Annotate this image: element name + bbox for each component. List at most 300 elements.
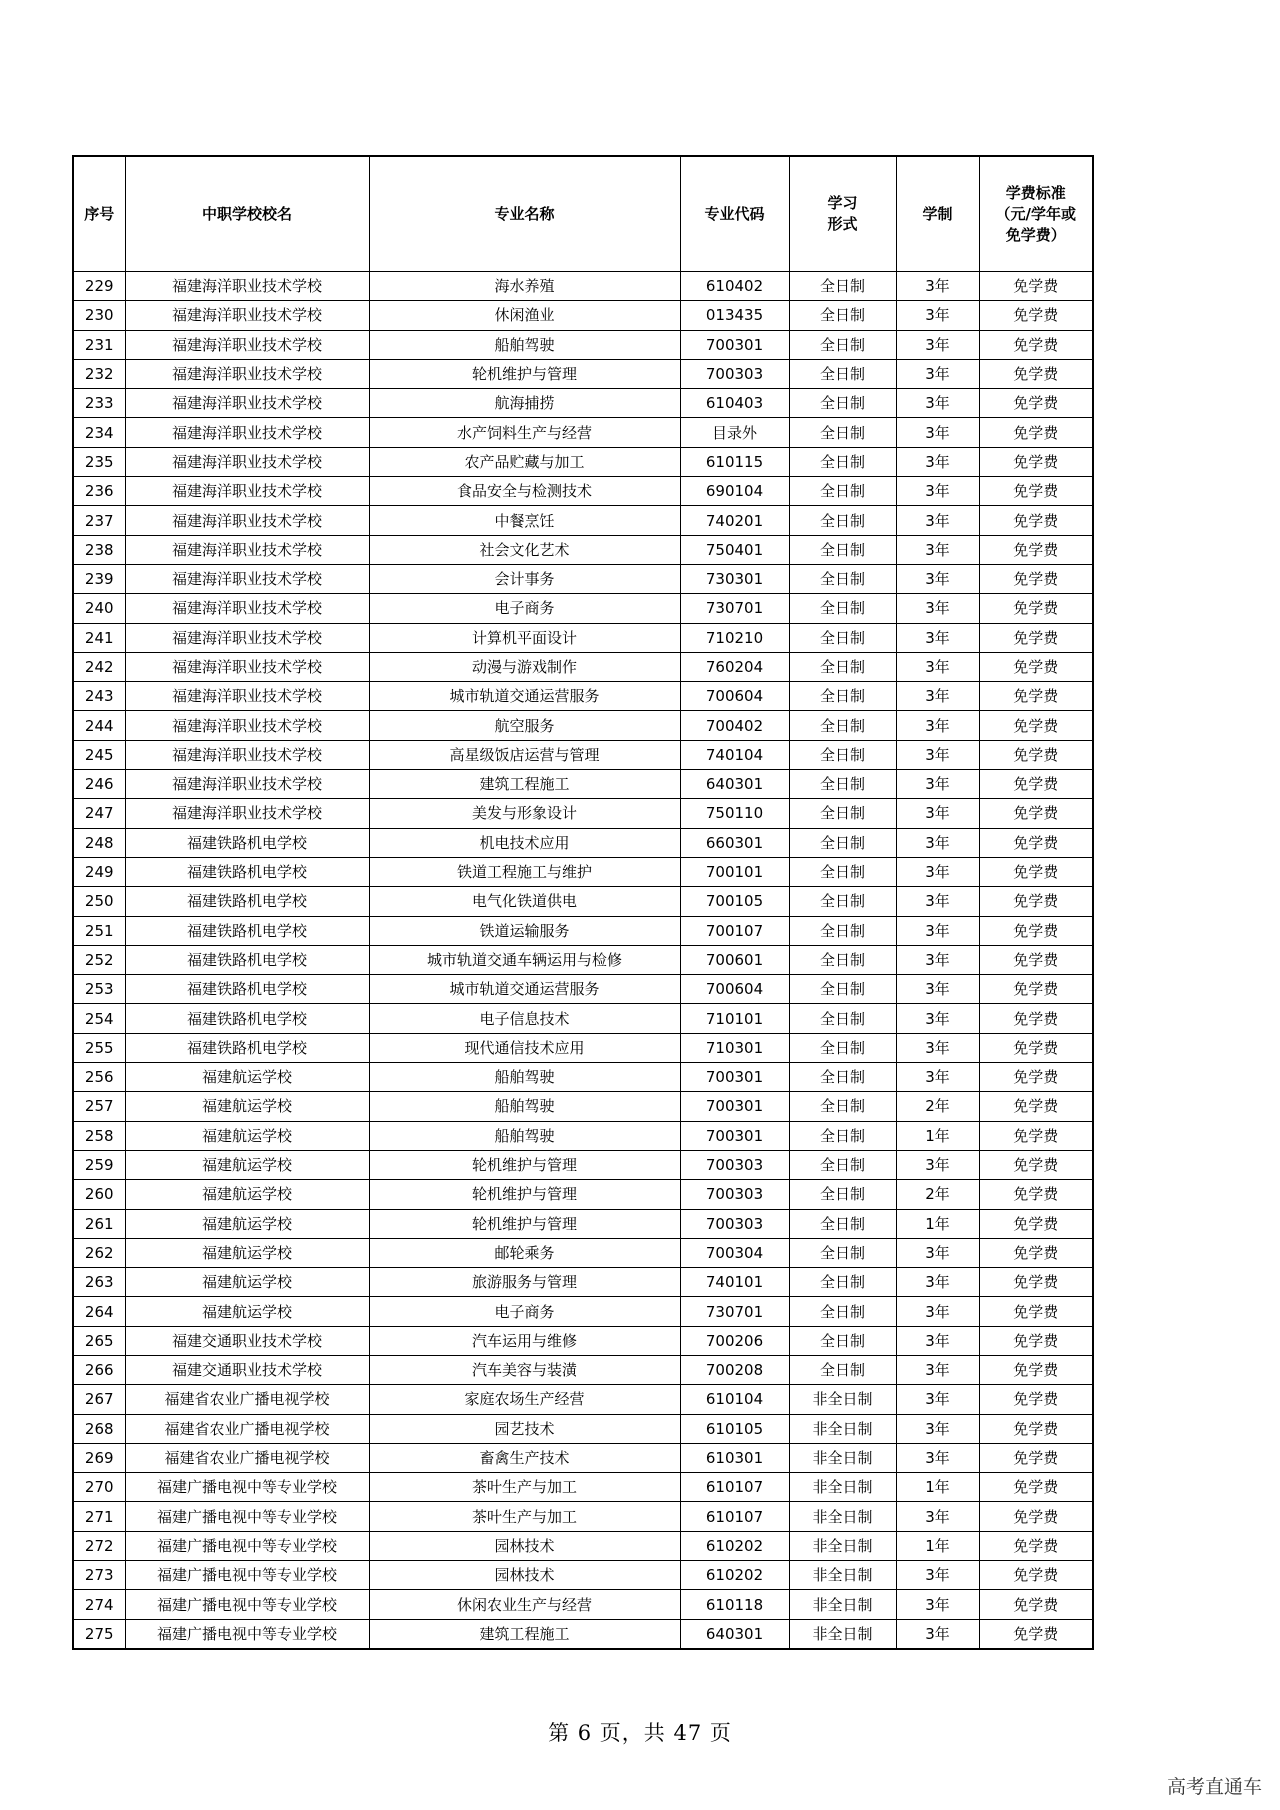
cell-fee: 免学费	[979, 1121, 1093, 1150]
cell-fee: 免学费	[979, 330, 1093, 359]
cell-fee: 免学费	[979, 1268, 1093, 1297]
cell-major: 建筑工程施工	[369, 770, 680, 799]
cell-fee: 免学费	[979, 1531, 1093, 1560]
cell-years: 3年	[896, 1355, 979, 1384]
table-row	[73, 301, 1093, 330]
cell-fee: 免学费	[979, 1209, 1093, 1238]
table-row	[73, 916, 1093, 945]
cell-school: 福建海洋职业技术学校	[125, 535, 369, 564]
cell-seq: 260	[73, 1180, 125, 1209]
cell-years: 3年	[896, 1238, 979, 1267]
table-row	[73, 1004, 1093, 1033]
header-years: 学制	[896, 156, 979, 272]
cell-school: 福建铁路机电学校	[125, 975, 369, 1004]
cell-years: 1年	[896, 1531, 979, 1560]
cell-code: 700303	[680, 1180, 789, 1209]
cell-code: 710210	[680, 623, 789, 652]
table-row	[73, 652, 1093, 681]
table-row	[73, 1443, 1093, 1472]
cell-major: 船舶驾驶	[369, 330, 680, 359]
cell-major: 高星级饭店运营与管理	[369, 740, 680, 769]
cell-code: 700206	[680, 1326, 789, 1355]
cell-fee: 免学费	[979, 1063, 1093, 1092]
cell-major: 邮轮乘务	[369, 1238, 680, 1267]
cell-fee: 免学费	[979, 506, 1093, 535]
cell-years: 3年	[896, 1150, 979, 1179]
cell-years: 3年	[896, 1414, 979, 1443]
header-school: 中职学校校名	[125, 156, 369, 272]
cell-study-form: 全日制	[789, 1326, 896, 1355]
cell-study-form: 全日制	[789, 301, 896, 330]
header-fee-line3: 免学费）	[1005, 225, 1066, 244]
cell-years: 3年	[896, 1268, 979, 1297]
cell-code: 730301	[680, 564, 789, 593]
cell-seq: 261	[73, 1209, 125, 1238]
cell-study-form: 全日制	[789, 418, 896, 447]
cell-seq: 262	[73, 1238, 125, 1267]
cell-seq: 247	[73, 799, 125, 828]
table-header-row	[73, 156, 1093, 272]
cell-fee: 免学费	[979, 272, 1093, 301]
cell-study-form: 全日制	[789, 1180, 896, 1209]
cell-code: 610202	[680, 1531, 789, 1560]
cell-major: 轮机维护与管理	[369, 1150, 680, 1179]
cell-school: 福建航运学校	[125, 1121, 369, 1150]
table-row	[73, 945, 1093, 974]
table-row	[73, 418, 1093, 447]
cell-fee: 免学费	[979, 975, 1093, 1004]
header-fee-line1: 学费标准	[1005, 183, 1066, 202]
cell-fee: 免学费	[979, 711, 1093, 740]
cell-school: 福建海洋职业技术学校	[125, 564, 369, 593]
cell-school: 福建广播电视中等专业学校	[125, 1561, 369, 1590]
table-row	[73, 1033, 1093, 1062]
cell-school: 福建广播电视中等专业学校	[125, 1531, 369, 1560]
cell-years: 3年	[896, 447, 979, 476]
cell-school: 福建海洋职业技术学校	[125, 272, 369, 301]
cell-years: 3年	[896, 1063, 979, 1092]
cell-major: 船舶驾驶	[369, 1121, 680, 1150]
cell-fee: 免学费	[979, 418, 1093, 447]
cell-major: 机电技术应用	[369, 828, 680, 857]
cell-years: 3年	[896, 1561, 979, 1590]
cell-code: 610402	[680, 272, 789, 301]
cell-major: 会计事务	[369, 564, 680, 593]
cell-study-form: 全日制	[789, 623, 896, 652]
cell-school: 福建航运学校	[125, 1209, 369, 1238]
cell-major: 园林技术	[369, 1561, 680, 1590]
cell-fee: 免学费	[979, 887, 1093, 916]
cell-study-form: 全日制	[789, 272, 896, 301]
table-row	[73, 477, 1093, 506]
cell-seq: 230	[73, 301, 125, 330]
cell-school: 福建航运学校	[125, 1150, 369, 1179]
cell-code: 750110	[680, 799, 789, 828]
cell-years: 3年	[896, 799, 979, 828]
cell-school: 福建海洋职业技术学校	[125, 740, 369, 769]
cell-code: 700304	[680, 1238, 789, 1267]
cell-fee: 免学费	[979, 535, 1093, 564]
cell-school: 福建广播电视中等专业学校	[125, 1590, 369, 1619]
cell-seq: 252	[73, 945, 125, 974]
cell-school: 福建海洋职业技术学校	[125, 301, 369, 330]
cell-major: 休闲渔业	[369, 301, 680, 330]
cell-code: 710301	[680, 1033, 789, 1062]
cell-code: 700301	[680, 330, 789, 359]
cell-code: 700301	[680, 1092, 789, 1121]
table-row	[73, 1268, 1093, 1297]
cell-study-form: 全日制	[789, 887, 896, 916]
cell-code: 610104	[680, 1385, 789, 1414]
table-row	[73, 594, 1093, 623]
cell-study-form: 全日制	[789, 1355, 896, 1384]
cell-major: 船舶驾驶	[369, 1092, 680, 1121]
cell-code: 700303	[680, 1209, 789, 1238]
table-row	[73, 1150, 1093, 1179]
cell-years: 3年	[896, 1385, 979, 1414]
table-row	[73, 1092, 1093, 1121]
cell-major: 美发与形象设计	[369, 799, 680, 828]
cell-study-form: 全日制	[789, 1150, 896, 1179]
cell-fee: 免学费	[979, 1150, 1093, 1179]
cell-school: 福建广播电视中等专业学校	[125, 1502, 369, 1531]
cell-years: 3年	[896, 1590, 979, 1619]
cell-code: 700105	[680, 887, 789, 916]
cell-code: 690104	[680, 477, 789, 506]
table-row	[73, 1180, 1093, 1209]
cell-seq: 236	[73, 477, 125, 506]
cell-seq: 268	[73, 1414, 125, 1443]
cell-years: 3年	[896, 1443, 979, 1472]
cell-years: 3年	[896, 389, 979, 418]
cell-seq: 245	[73, 740, 125, 769]
table-row	[73, 1121, 1093, 1150]
cell-school: 福建海洋职业技术学校	[125, 447, 369, 476]
cell-seq: 231	[73, 330, 125, 359]
cell-code: 760204	[680, 652, 789, 681]
cell-seq: 242	[73, 652, 125, 681]
cell-major: 船舶驾驶	[369, 1063, 680, 1092]
cell-code: 610202	[680, 1561, 789, 1590]
cell-school: 福建省农业广播电视学校	[125, 1414, 369, 1443]
cell-school: 福建航运学校	[125, 1238, 369, 1267]
cell-fee: 免学费	[979, 1619, 1093, 1649]
cell-code: 610118	[680, 1590, 789, 1619]
cell-years: 3年	[896, 652, 979, 681]
header-study-form	[789, 156, 896, 272]
cell-school: 福建海洋职业技术学校	[125, 359, 369, 388]
cell-fee: 免学费	[979, 1443, 1093, 1472]
cell-study-form: 全日制	[789, 1092, 896, 1121]
cell-years: 2年	[896, 1180, 979, 1209]
cell-major: 旅游服务与管理	[369, 1268, 680, 1297]
cell-fee: 免学费	[979, 1180, 1093, 1209]
table-row	[73, 1063, 1093, 1092]
cell-school: 福建海洋职业技术学校	[125, 418, 369, 447]
cell-seq: 251	[73, 916, 125, 945]
cell-years: 3年	[896, 857, 979, 886]
cell-code: 700208	[680, 1355, 789, 1384]
cell-fee: 免学费	[979, 359, 1093, 388]
cell-code: 610115	[680, 447, 789, 476]
table-row	[73, 1531, 1093, 1560]
cell-study-form: 全日制	[789, 477, 896, 506]
cell-major: 铁道工程施工与维护	[369, 857, 680, 886]
cell-major: 中餐烹饪	[369, 506, 680, 535]
cell-study-form: 全日制	[789, 711, 896, 740]
cell-major: 航海捕捞	[369, 389, 680, 418]
cell-major: 电子商务	[369, 594, 680, 623]
cell-years: 3年	[896, 272, 979, 301]
cell-years: 1年	[896, 1121, 979, 1150]
cell-years: 3年	[896, 945, 979, 974]
cell-code: 610403	[680, 389, 789, 418]
cell-school: 福建海洋职业技术学校	[125, 477, 369, 506]
cell-seq: 254	[73, 1004, 125, 1033]
cell-major: 畜禽生产技术	[369, 1443, 680, 1472]
table-row	[73, 857, 1093, 886]
cell-study-form: 非全日制	[789, 1590, 896, 1619]
table-row	[73, 711, 1093, 740]
cell-years: 3年	[896, 740, 979, 769]
cell-school: 福建航运学校	[125, 1063, 369, 1092]
header-fee-line2: （元/学年或	[995, 204, 1076, 223]
cell-fee: 免学费	[979, 1004, 1093, 1033]
cell-code: 610107	[680, 1473, 789, 1502]
cell-study-form: 全日制	[789, 564, 896, 593]
cell-major: 电子商务	[369, 1297, 680, 1326]
cell-fee: 免学费	[979, 1355, 1093, 1384]
cell-code: 目录外	[680, 418, 789, 447]
cell-major: 园林技术	[369, 1531, 680, 1560]
cell-school: 福建交通职业技术学校	[125, 1355, 369, 1384]
table-row	[73, 828, 1093, 857]
cell-school: 福建广播电视中等专业学校	[125, 1473, 369, 1502]
cell-seq: 233	[73, 389, 125, 418]
cell-code: 740101	[680, 1268, 789, 1297]
cell-years: 3年	[896, 506, 979, 535]
cell-years: 3年	[896, 594, 979, 623]
cell-study-form: 非全日制	[789, 1473, 896, 1502]
cell-seq: 269	[73, 1443, 125, 1472]
cell-school: 福建铁路机电学校	[125, 1033, 369, 1062]
cell-school: 福建铁路机电学校	[125, 828, 369, 857]
cell-seq: 270	[73, 1473, 125, 1502]
cell-school: 福建交通职业技术学校	[125, 1326, 369, 1355]
cell-major: 动漫与游戏制作	[369, 652, 680, 681]
cell-fee: 免学费	[979, 1561, 1093, 1590]
cell-study-form: 全日制	[789, 1297, 896, 1326]
cell-school: 福建广播电视中等专业学校	[125, 1619, 369, 1649]
cell-code: 013435	[680, 301, 789, 330]
cell-code: 700303	[680, 1150, 789, 1179]
cell-study-form: 全日制	[789, 359, 896, 388]
cell-study-form: 全日制	[789, 740, 896, 769]
cell-code: 610301	[680, 1443, 789, 1472]
cell-years: 3年	[896, 1004, 979, 1033]
cell-fee: 免学费	[979, 477, 1093, 506]
cell-seq: 243	[73, 682, 125, 711]
cell-code: 730701	[680, 594, 789, 623]
cell-fee: 免学费	[979, 857, 1093, 886]
cell-years: 3年	[896, 623, 979, 652]
cell-study-form: 全日制	[789, 1033, 896, 1062]
cell-code: 740104	[680, 740, 789, 769]
cell-major: 电气化铁道供电	[369, 887, 680, 916]
table-row	[73, 564, 1093, 593]
cell-seq: 237	[73, 506, 125, 535]
cell-school: 福建海洋职业技术学校	[125, 682, 369, 711]
cell-years: 3年	[896, 770, 979, 799]
header-study-form-line2: 形式	[827, 215, 858, 233]
cell-school: 福建海洋职业技术学校	[125, 506, 369, 535]
cell-fee: 免学费	[979, 1326, 1093, 1355]
table-row	[73, 359, 1093, 388]
cell-major: 轮机维护与管理	[369, 359, 680, 388]
cell-fee: 免学费	[979, 1414, 1093, 1443]
cell-years: 3年	[896, 535, 979, 564]
cell-seq: 232	[73, 359, 125, 388]
enrollment-table	[72, 155, 1094, 1650]
cell-seq: 266	[73, 1355, 125, 1384]
cell-fee: 免学费	[979, 1502, 1093, 1531]
cell-study-form: 全日制	[789, 1238, 896, 1267]
cell-seq: 258	[73, 1121, 125, 1150]
cell-seq: 257	[73, 1092, 125, 1121]
cell-seq: 246	[73, 770, 125, 799]
cell-study-form: 全日制	[789, 916, 896, 945]
cell-seq: 265	[73, 1326, 125, 1355]
cell-major: 茶叶生产与加工	[369, 1473, 680, 1502]
cell-code: 700301	[680, 1121, 789, 1150]
cell-study-form: 全日制	[789, 799, 896, 828]
cell-code: 700601	[680, 945, 789, 974]
table-row	[73, 682, 1093, 711]
cell-major: 汽车美容与装潢	[369, 1355, 680, 1384]
cell-years: 3年	[896, 418, 979, 447]
page-number: 第 6 页，共 47 页	[548, 1721, 732, 1745]
cell-school: 福建海洋职业技术学校	[125, 330, 369, 359]
cell-fee: 免学费	[979, 682, 1093, 711]
cell-seq: 273	[73, 1561, 125, 1590]
cell-fee: 免学费	[979, 1092, 1093, 1121]
cell-years: 3年	[896, 916, 979, 945]
cell-study-form: 非全日制	[789, 1531, 896, 1560]
cell-seq: 234	[73, 418, 125, 447]
cell-fee: 免学费	[979, 916, 1093, 945]
cell-major: 农产品贮藏与加工	[369, 447, 680, 476]
cell-major: 城市轨道交通运营服务	[369, 682, 680, 711]
table-row	[73, 1590, 1093, 1619]
cell-study-form: 全日制	[789, 594, 896, 623]
header-seq: 序号	[73, 156, 125, 272]
cell-years: 3年	[896, 887, 979, 916]
cell-school: 福建铁路机电学校	[125, 945, 369, 974]
cell-major: 轮机维护与管理	[369, 1209, 680, 1238]
cell-school: 福建海洋职业技术学校	[125, 770, 369, 799]
cell-study-form: 全日制	[789, 535, 896, 564]
cell-years: 3年	[896, 1619, 979, 1649]
table-row	[73, 272, 1093, 301]
cell-school: 福建海洋职业技术学校	[125, 623, 369, 652]
cell-fee: 免学费	[979, 828, 1093, 857]
cell-seq: 256	[73, 1063, 125, 1092]
cell-seq: 244	[73, 711, 125, 740]
cell-fee: 免学费	[979, 447, 1093, 476]
cell-seq: 271	[73, 1502, 125, 1531]
cell-major: 轮机维护与管理	[369, 1180, 680, 1209]
cell-school: 福建铁路机电学校	[125, 857, 369, 886]
cell-fee: 免学费	[979, 623, 1093, 652]
cell-study-form: 全日制	[789, 770, 896, 799]
cell-study-form: 全日制	[789, 330, 896, 359]
cell-years: 1年	[896, 1473, 979, 1502]
cell-study-form: 全日制	[789, 975, 896, 1004]
header-code: 专业代码	[680, 156, 789, 272]
cell-school: 福建铁路机电学校	[125, 916, 369, 945]
cell-seq: 274	[73, 1590, 125, 1619]
table-row	[73, 1209, 1093, 1238]
cell-seq: 240	[73, 594, 125, 623]
cell-major: 城市轨道交通运营服务	[369, 975, 680, 1004]
cell-school: 福建海洋职业技术学校	[125, 389, 369, 418]
cell-school: 福建海洋职业技术学校	[125, 711, 369, 740]
cell-study-form: 全日制	[789, 945, 896, 974]
cell-code: 700301	[680, 1063, 789, 1092]
table-row	[73, 535, 1093, 564]
cell-study-form: 非全日制	[789, 1385, 896, 1414]
cell-seq: 275	[73, 1619, 125, 1649]
cell-code: 660301	[680, 828, 789, 857]
cell-fee: 免学费	[979, 301, 1093, 330]
cell-seq: 229	[73, 272, 125, 301]
cell-fee: 免学费	[979, 1473, 1093, 1502]
table-row	[73, 623, 1093, 652]
table-row	[73, 799, 1093, 828]
cell-code: 700402	[680, 711, 789, 740]
cell-code: 700107	[680, 916, 789, 945]
table-row	[73, 887, 1093, 916]
header-fee	[979, 156, 1093, 272]
cell-seq: 241	[73, 623, 125, 652]
cell-major: 现代通信技术应用	[369, 1033, 680, 1062]
table-row	[73, 770, 1093, 799]
cell-major: 海水养殖	[369, 272, 680, 301]
cell-code: 700604	[680, 682, 789, 711]
cell-study-form: 全日制	[789, 1209, 896, 1238]
cell-major: 休闲农业生产与经营	[369, 1590, 680, 1619]
cell-years: 2年	[896, 1092, 979, 1121]
cell-years: 3年	[896, 711, 979, 740]
cell-school: 福建海洋职业技术学校	[125, 799, 369, 828]
cell-school: 福建航运学校	[125, 1180, 369, 1209]
cell-study-form: 非全日制	[789, 1502, 896, 1531]
cell-years: 3年	[896, 828, 979, 857]
cell-fee: 免学费	[979, 652, 1093, 681]
cell-major: 水产饲料生产与经营	[369, 418, 680, 447]
cell-study-form: 非全日制	[789, 1561, 896, 1590]
cell-fee: 免学费	[979, 740, 1093, 769]
cell-code: 730701	[680, 1297, 789, 1326]
cell-major: 茶叶生产与加工	[369, 1502, 680, 1531]
cell-seq: 249	[73, 857, 125, 886]
cell-school: 福建航运学校	[125, 1268, 369, 1297]
table-row	[73, 1238, 1093, 1267]
cell-study-form: 全日制	[789, 828, 896, 857]
table-row	[73, 1355, 1093, 1384]
cell-fee: 免学费	[979, 1590, 1093, 1619]
cell-major: 食品安全与检测技术	[369, 477, 680, 506]
